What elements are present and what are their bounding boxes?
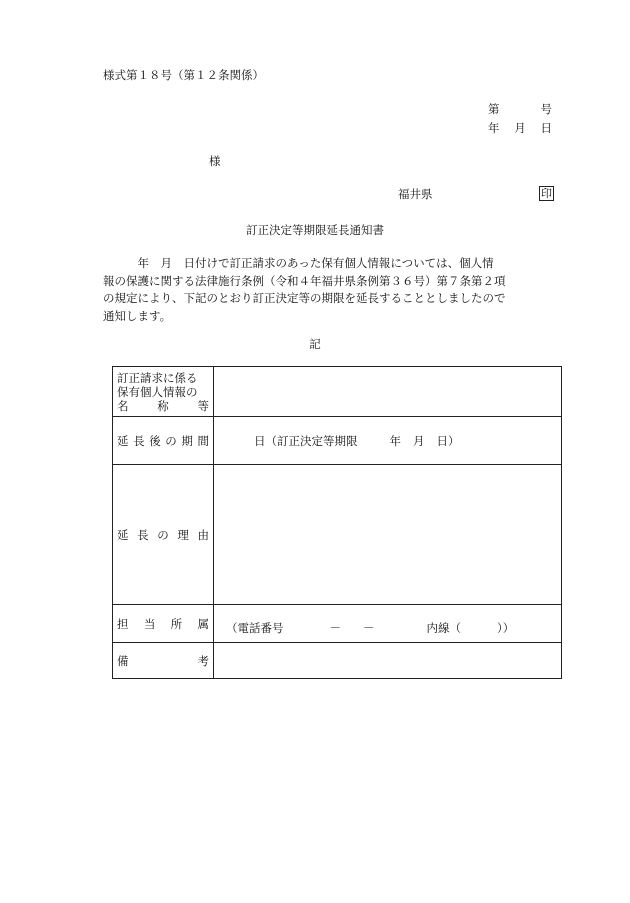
- document-number: [488, 104, 552, 116]
- label-char: 当: [143, 616, 156, 631]
- label-char: 長: [133, 433, 145, 448]
- label-line: 訂正請求に係る: [117, 370, 198, 385]
- label-remarks: [113, 643, 214, 679]
- table-row: [113, 605, 562, 643]
- label-char: 考: [197, 653, 209, 668]
- body-text: [103, 255, 560, 325]
- label-department: [113, 605, 214, 643]
- date-day: 日: [540, 121, 552, 135]
- value-extended-period[interactable]: [214, 417, 562, 465]
- body-line: の規定により、下記のとおり訂正決定等の期限を延長することとしましたので: [103, 291, 506, 306]
- label-extended-period: [113, 417, 214, 465]
- label-char: 理: [177, 527, 189, 542]
- label-char: の: [157, 527, 169, 542]
- label-reason: [113, 465, 214, 605]
- addressee: 様: [209, 154, 221, 168]
- table-row: [113, 465, 562, 605]
- body-line: 年 月 日付けで訂正請求のあった保有個人情報については、個人情: [103, 256, 494, 270]
- value-department[interactable]: [214, 605, 562, 643]
- tel-label: （電話番号: [226, 621, 284, 635]
- doc-no-prefix: 第: [488, 102, 500, 116]
- label-char: 延: [117, 527, 129, 542]
- extension-label: 内線（: [426, 621, 461, 635]
- table-row: [113, 417, 562, 465]
- value-remarks[interactable]: [214, 643, 562, 679]
- label-char: 所: [170, 616, 183, 631]
- label-char: 延: [117, 433, 129, 448]
- extension-close: ））: [497, 621, 515, 635]
- label-char: 称: [157, 398, 169, 413]
- value-reason[interactable]: [214, 465, 562, 605]
- label-char: 備: [117, 653, 129, 668]
- label-line: [117, 399, 213, 413]
- label-char: 間: [197, 433, 209, 448]
- table-row: [113, 367, 562, 417]
- sender: 福井県: [398, 187, 433, 201]
- label-char: 担: [117, 616, 129, 631]
- tel-dash: －: [329, 621, 341, 635]
- form-number: 様式第１８号（第１２条関係）: [103, 68, 264, 82]
- label-char: 名: [117, 398, 129, 413]
- label-char: 長: [137, 527, 149, 542]
- label-char: 後: [149, 433, 161, 448]
- label-char: 期: [181, 433, 193, 448]
- tel-dash: －: [363, 621, 375, 635]
- label-char: 等: [197, 398, 209, 413]
- period-month: 月: [413, 433, 425, 448]
- date-month: 月: [514, 121, 526, 135]
- period-day: 日）: [436, 433, 460, 448]
- label-info-name: [113, 367, 214, 417]
- table-row: [113, 643, 562, 679]
- date-year: 年: [488, 121, 500, 135]
- label-char: の: [165, 433, 177, 448]
- label-char: 属: [197, 616, 209, 631]
- document-date: [488, 123, 552, 135]
- value-info-name[interactable]: [214, 367, 562, 417]
- period-text: 日（訂正決定等期限: [254, 433, 358, 448]
- period-year: 年: [389, 433, 401, 448]
- seal-mark: 印: [541, 187, 552, 200]
- body-line: 報の保護に関する法律施行条例（令和４年福井県条例第３６号）第７条第２項: [103, 273, 506, 288]
- details-table: [112, 366, 562, 679]
- body-line: 通知します。: [103, 308, 172, 323]
- label-char: 由: [197, 527, 209, 542]
- ki-heading: 記: [309, 337, 321, 351]
- doc-no-suffix: 号: [540, 102, 552, 116]
- document-title: 訂正決定等期限延長通知書: [246, 223, 384, 237]
- label-line: 保有個人情報の: [117, 384, 198, 399]
